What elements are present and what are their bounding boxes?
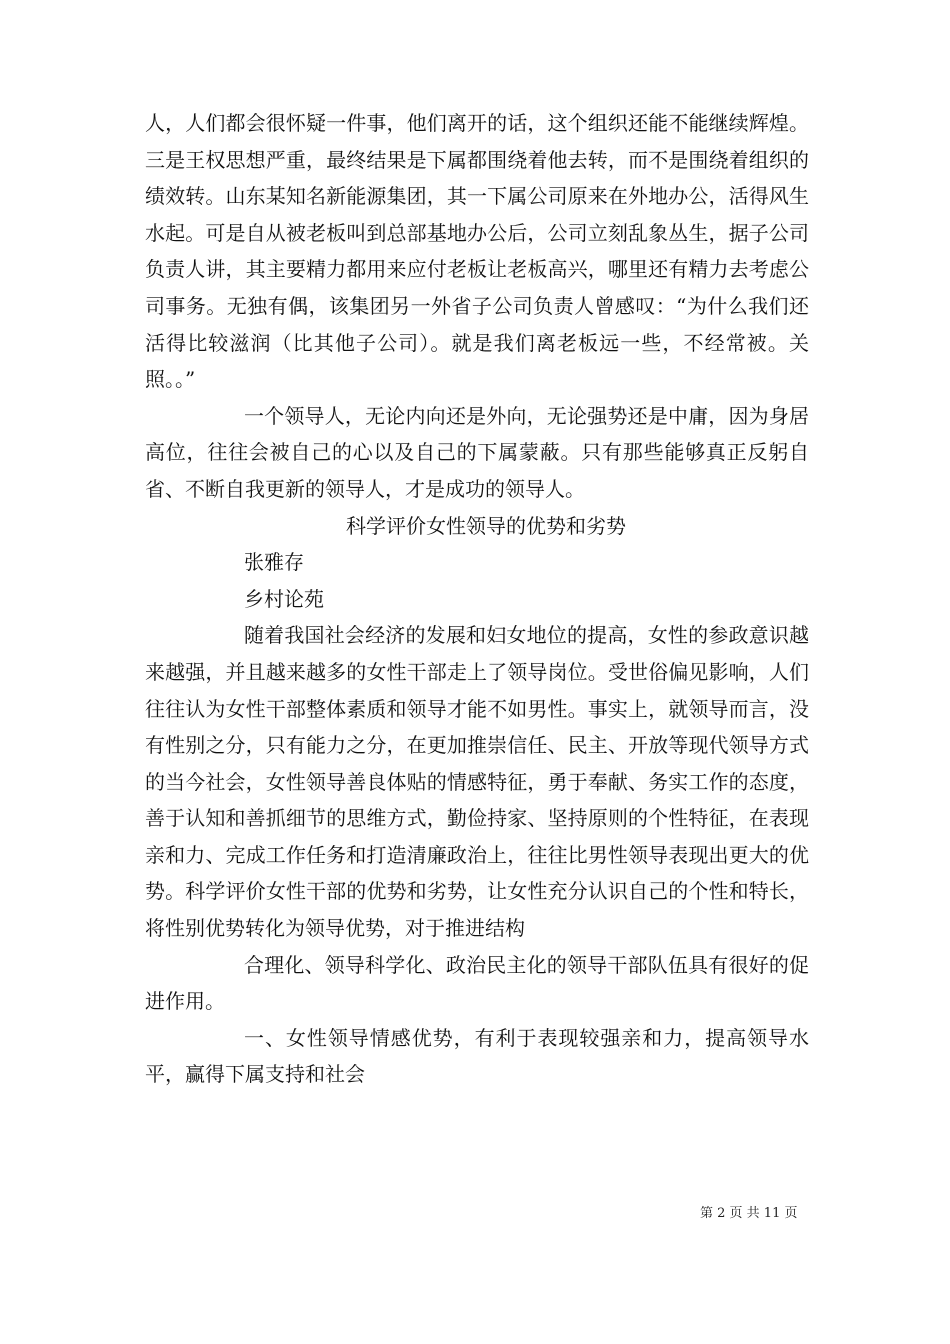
- article-author: 张雅存: [244, 550, 304, 575]
- article-title: 科学评价女性领导的优势和劣势: [346, 513, 626, 538]
- paragraph-leader-summary: 一个领导人，无论内向还是外向，无论强势还是中庸，因为身居高位，往往会被自己的心以及自己的下属蒙蔽。只有那些能够真正反躬自省、不断自我更新的领导人，才是成功的领导人。: [145, 403, 809, 501]
- document-body: [145, 105, 809, 1093]
- paragraph-introduction-cont: 合理化、领导科学化、政治民主化的领导干部队伍具有很好的促进作用。: [145, 952, 809, 1014]
- paragraph-continuation: 人，人们都会很怀疑一件事，他们离开的话，这个组织还能不能继续辉煌。三是王权思想严重，最终结果是下属都围绕着他去转，而不是围绕着组织的绩效转。山东某知名新能源集团，其一下属公司原来在外地办公，活得风生水起。可是自从被老板叫到总部基地办公后，公司立刻乱象丛生，据子公司负责人讲，其主要精力都用来应付老板让老板高兴，哪里还有精力去考虑公司事务。无独有偶，该集团另一外省子公司负责人曾感叹：“为什么我们还活得比较滋润（比其他子公司）。就是我们离老板远一些，不经常被。关照。。”: [145, 111, 809, 392]
- section-heading-one: 一、女性领导情感优势，有利于表现较强亲和力，提高领导水平，赢得下属支持和社会: [145, 1025, 809, 1087]
- article-source: 乡村论苑: [244, 586, 324, 611]
- page-number-footer: 第 2 页 共 11 页: [700, 1206, 798, 1221]
- paragraph-introduction: 随着我国社会经济的发展和妇女地位的提高，女性的参政意识越来越强，并且越来越多的女性干部走上了领导岗位。受世俗偏见影响，人们往往认为女性干部整体素质和领导才能不如男性。事实上，就领导而言，没有性别之分，只有能力之分，在更加推崇信任、民主、开放等现代领导方式的当今社会，女性领导善良体贴的情感特征，勇于奉献、务实工作的态度，善于认知和善抓细节的思维方式，勤俭持家、坚持原则的个性特征，在表现亲和力、完成工作任务和打造清廉政治上，往往比男性领导表现出更大的优势。科学评价女性干部的优势和劣势，让女性充分认识自己的个性和特长，将性别优势转化为领导优势，对于推进结构: [145, 623, 809, 941]
